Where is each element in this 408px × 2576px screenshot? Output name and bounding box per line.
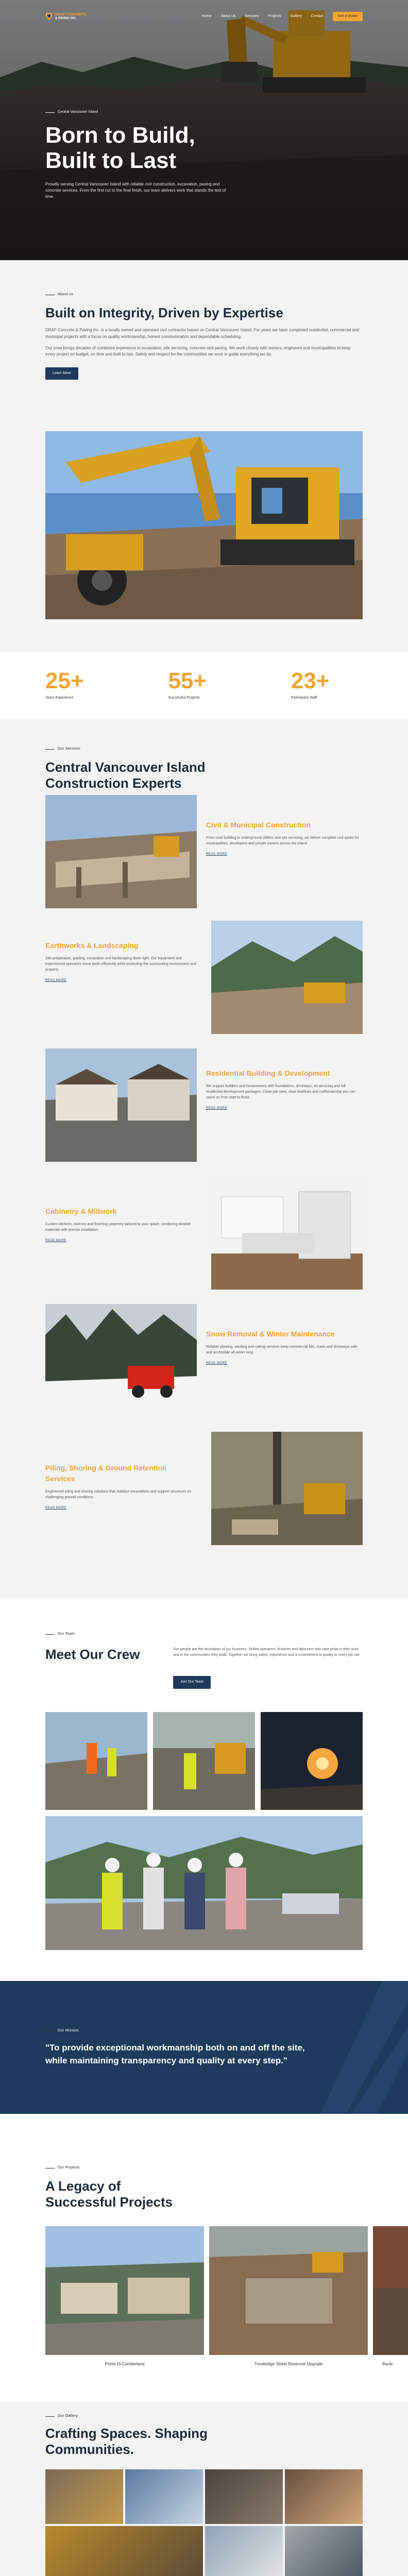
mission-eyebrow: Our Mission	[45, 2028, 363, 2034]
mission-section	[0, 1981, 408, 2114]
crew-photo-4	[45, 1816, 363, 1950]
nav-link-gallery[interactable]: Gallery	[290, 14, 302, 18]
mission-quote: "To provide exceptional workmanship both on and off the site, while maintaining transparency and quality at every step."	[45, 2042, 305, 2065]
project-name-3[interactable]: Baule	[382, 2362, 393, 2366]
hero-content	[45, 110, 262, 200]
project-image-3	[373, 2226, 408, 2355]
gallery-title: Crafting Spaces. Shaping Communities.	[45, 2425, 208, 2458]
service-image-residential	[45, 1048, 197, 1162]
gallery-eyebrow: Our Gallery	[45, 2414, 363, 2419]
logo-mark-icon	[45, 12, 53, 21]
crew-photo-3	[261, 1712, 363, 1810]
nav-link-home[interactable]: Home	[201, 14, 212, 18]
nav-link-projects[interactable]: Projects	[268, 14, 281, 18]
service-row-earthworks	[45, 921, 363, 1034]
service-link-civil[interactable]: READ MORE	[206, 852, 227, 856]
service-title-civil: Civil & Municipal Construction	[206, 821, 311, 829]
projects-section	[0, 2114, 408, 2402]
get-quote-button[interactable]: Get a Quote	[333, 12, 363, 22]
hero-eyebrow: Central Vancouver Island	[45, 110, 262, 115]
service-row-cabinetry	[45, 1176, 363, 1290]
stat-years: 25+ Years Experience	[45, 668, 84, 700]
gallery-photo[interactable]	[45, 2469, 123, 2524]
project-name-2[interactable]: Trowbridge Street Reservoir Upgrade	[254, 2362, 323, 2366]
service-image-earthworks	[211, 921, 363, 1034]
service-image-snow	[45, 1304, 197, 1417]
service-text-civil: From road building to underground utilities and site servicing, we deliver complete civil works for municipalities, developers and private owners across the island.	[206, 836, 359, 845]
hero	[0, 0, 408, 260]
about-eyebrow: About us	[45, 292, 363, 298]
about-paragraph-2: Our crew brings decades of combined experience in excavation, site servicing, concrete and paving. We work closely with owners, engineers and municipalities to keep every project on budget, on time and built to last. Safety and respect for the communities we work in guide everything we do.	[45, 346, 351, 357]
about-title: Built on Integrity, Driven by Expertise	[45, 304, 283, 320]
project-image-1	[45, 2226, 204, 2355]
gallery-section	[0, 2402, 408, 2576]
gallery-photo[interactable]	[285, 2469, 363, 2524]
service-link-cabinetry[interactable]: READ MORE	[45, 1239, 66, 1242]
crew-eyebrow: Our Team	[45, 1632, 363, 1637]
hero-title: Born to Build, Built to Last	[45, 122, 195, 173]
service-text-piling: Engineered piling and shoring solutions that stabilize excavations and support structures on challenging ground conditions.	[45, 1490, 192, 1499]
gallery-photo[interactable]	[205, 2469, 283, 2524]
about-learn-more-button[interactable]: Learn More	[45, 367, 78, 380]
service-title-residential: Residential Building & Development	[206, 1069, 330, 1077]
service-link-piling[interactable]: READ MORE	[45, 1506, 66, 1510]
gallery-photo[interactable]	[285, 2526, 363, 2576]
about-paragraph-1: DRAF Concrete & Paving Inc. is a locally owned and operated civil contractor based on Central Vancouver Island. For years we have completed residential, commercial and municipal projects with a focus on quality workmanship, honest communication and dependable scheduling.	[45, 328, 360, 339]
nav-link-contact[interactable]: Contact	[311, 14, 324, 18]
gallery-grid	[45, 2469, 363, 2576]
service-row-residential	[45, 1048, 363, 1162]
project-name-1[interactable]: Ponte Di Cumberland	[105, 2362, 145, 2366]
crew-photo-2	[153, 1712, 255, 1810]
top-nav	[45, 10, 363, 23]
service-link-earthworks[interactable]: READ MORE	[45, 978, 66, 982]
service-text-earthworks: Site preparation, grading, excavation and hardscaping done right. Our equipment and experienced operators move earth efficiently while protecting the surrounding environment and property.	[45, 957, 196, 972]
nav-link-services[interactable]: Services	[245, 14, 259, 18]
about-image	[45, 431, 363, 619]
gallery-photo[interactable]	[125, 2469, 203, 2524]
service-row-civil	[45, 795, 363, 908]
service-title-piling: Piling, Shoring & Ground Retention Services	[45, 1464, 167, 1483]
stats-section	[0, 652, 408, 719]
nav-links	[202, 12, 363, 22]
service-link-snow[interactable]: READ MORE	[206, 1361, 227, 1365]
service-image-piling	[211, 1432, 363, 1545]
projects-title: A Legacy of Successful Projects	[45, 2178, 173, 2210]
logo-line2: & PAVING INC.	[55, 16, 77, 20]
join-team-button[interactable]: Join Our Team	[173, 1676, 211, 1689]
gallery-photo[interactable]	[205, 2526, 283, 2576]
service-text-snow: Reliable plowing, sanding and salting services keep commercial lots, roads and driveways safe and accessible all winter long.	[206, 1345, 358, 1354]
service-title-earthworks: Earthworks & Landscaping	[45, 941, 139, 950]
logo[interactable]	[45, 12, 87, 21]
projects-eyebrow: Our Projects	[45, 2165, 363, 2171]
crew-section	[0, 1600, 408, 1981]
service-title-cabinetry: Cabinetry & Millwork	[45, 1207, 117, 1215]
service-text-cabinetry: Custom kitchens, built-ins and finishing carpentry tailored to your space, combining durable materials with precise installation.	[45, 1223, 191, 1232]
crew-text: Our people are the foundation of our business. Skilled operators, finishers and labourers who take pride in their work and in the communities they build. Together we bring safety, experience and a commitment to quality to every job site.	[173, 1648, 361, 1657]
service-text-residential: We support builders and homeowners with foundations, driveways, lot servicing and full residential development packages. Clean job sites, clear timelines and craftsmanship you can count on from start to finish.	[206, 1084, 355, 1099]
nav-link-about[interactable]: About Us	[220, 14, 236, 18]
service-link-residential[interactable]: READ MORE	[206, 1106, 227, 1110]
service-row-piling	[45, 1432, 363, 1545]
logo-line1: DRAF CONCRETE	[55, 12, 87, 16]
services-section	[0, 719, 408, 1600]
services-eyebrow: Our Services	[45, 747, 363, 752]
about-section	[0, 260, 408, 652]
services-title: Central Vancouver Island Construction Experts	[45, 759, 206, 791]
hero-description: Proudly serving Central Vancouver Island with reliable civil construction, excavation, paving and concrete services. From the first cut to the final finish, our team delivers work that stands the test of time.	[45, 182, 226, 199]
service-title-snow: Snow Removal & Winter Maintenance	[206, 1330, 335, 1338]
crew-photo-1	[45, 1712, 147, 1810]
gallery-photo[interactable]	[45, 2526, 203, 2576]
service-row-snow	[45, 1304, 363, 1417]
project-image-2	[209, 2226, 368, 2355]
crew-title: Meet Our Crew	[45, 1646, 140, 1662]
stat-projects: 55+ Successful Projects	[168, 668, 207, 700]
service-image-cabinetry	[211, 1176, 363, 1290]
service-image-civil	[45, 795, 197, 908]
stat-staff: 23+ Permanent Staff	[291, 668, 330, 700]
